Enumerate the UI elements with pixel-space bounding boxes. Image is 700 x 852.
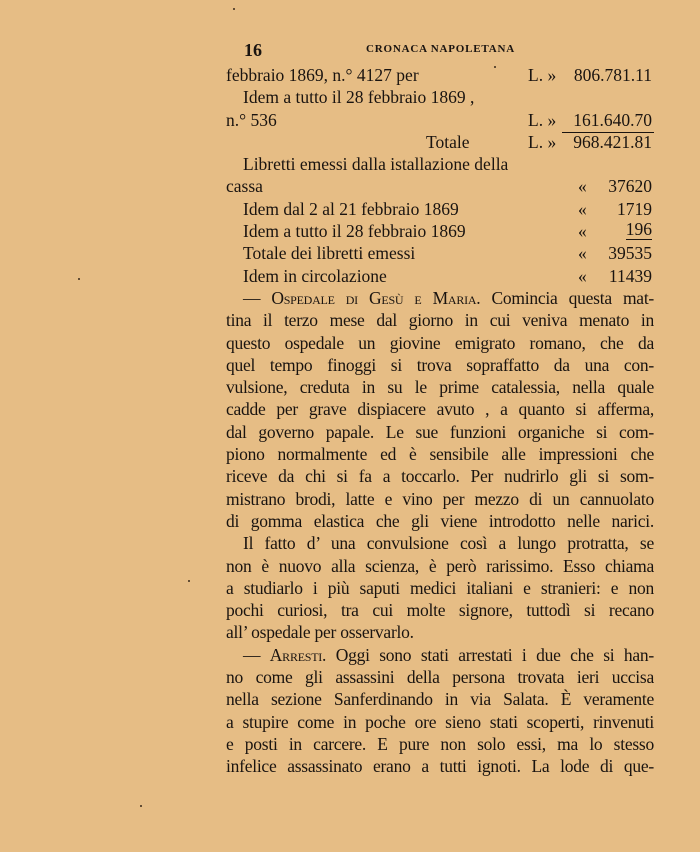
account-label: febbraio 1869, n.° 4127 per: [226, 65, 419, 85]
account-row: [226, 153, 654, 175]
amount-value: 806.781.11: [573, 65, 652, 85]
text-line: non è nuovo alla scienza, è però rarissimo. Esso chiama: [226, 555, 654, 576]
text-line: cadde per grave dispiacere avuto , a quanto si afferma,: [226, 399, 654, 420]
text-line: Il fatto d’ una convulsione così a lungo protratta, se: [243, 533, 654, 554]
count-value: 1719: [617, 198, 652, 219]
page-number: 16: [244, 40, 262, 60]
total-value: 968.421.81: [573, 131, 652, 152]
ditto-mark: «: [578, 176, 587, 197]
currency-mark: L. »: [528, 109, 557, 130]
text-line: riceve da chi si fa a toccarlo. Per nudrirlo gli si som-: [226, 466, 654, 487]
text-line: pochi curiosi, tra cui molte signore, tuttodì si recano: [226, 600, 654, 621]
text-line: no come gli assassini della persona trovata ieri uccisa: [226, 667, 654, 688]
paragraph-first-line: [226, 644, 654, 666]
total-row: [226, 242, 654, 264]
currency-mark: L. »: [528, 131, 557, 152]
paper-speck: [140, 805, 142, 807]
total-row: [226, 131, 654, 153]
text-line: dal governo papale. Le sue funzioni organiche si com-: [226, 421, 654, 442]
page-header: [226, 40, 654, 60]
total-label: Totale: [426, 131, 470, 152]
paper-speck: [233, 8, 235, 10]
account-label: Idem a tutto il 28 febbraio 1869: [243, 221, 466, 242]
text-line: tina il terzo mese dal giorno in cui veniva menato in: [226, 310, 654, 331]
text-line: nella sezione Sanferdinando in via Salata. È veramente: [226, 689, 654, 710]
paper-speck: [78, 278, 80, 280]
em-dash: —: [243, 287, 261, 308]
count-value: 196: [625, 219, 652, 240]
currency-mark: L. »: [528, 65, 557, 85]
paragraph-last-line: all’ ospedale per osservarlo.: [226, 622, 414, 643]
text-line: e posti in carcere. E pure non solo essi, ma lo stesso: [226, 733, 654, 754]
account-row: [226, 220, 654, 242]
account-row: [226, 86, 654, 108]
ditto-mark: «: [578, 198, 587, 219]
account-label: Idem dal 2 al 21 febbraio 1869: [243, 198, 459, 219]
text-line: piono normalmente ed è sensibile alle impressioni che: [226, 444, 654, 465]
count-value: 11439: [608, 265, 652, 286]
text-line: questo ospedale un giovine emigrato romano, che da: [226, 332, 654, 353]
ditto-mark: «: [578, 265, 587, 286]
account-label: Idem a tutto il 28 febbraio 1869 ,: [243, 87, 475, 108]
section-heading: Arresti.: [269, 644, 327, 665]
text-line: vulsione, creduta in su le prime catalessia, nella quale: [226, 377, 654, 398]
account-row: [226, 198, 654, 220]
section-heading: Ospedale di Gesù e Maria.: [271, 287, 481, 308]
account-label: Libretti emessi dalla istallazione della: [243, 154, 509, 175]
account-label: n.° 536: [226, 109, 277, 130]
running-title: CRONACA NAPOLETANA: [366, 43, 515, 55]
text-line: mistrano brodi, latte e vino per mezzo di un cannuolato: [226, 488, 654, 509]
text-line: di gomma elastica che gli viene introdotto nelle narici.: [226, 510, 654, 531]
ditto-mark: «: [578, 221, 587, 242]
em-dash: —: [243, 644, 261, 665]
account-row: [226, 64, 654, 86]
text-line: infelice assassinato erano a tutti ignoti. La lode di que-: [226, 756, 654, 777]
account-label: Idem in circolazione: [243, 265, 387, 286]
amount-value: 161.640.70: [573, 109, 652, 130]
text-line: quel tempo finoggi si trova sopraffatto da una con-: [226, 354, 654, 375]
paper-speck: [188, 580, 190, 582]
text-line: Comincia questa mat-: [491, 287, 654, 308]
account-row: [226, 109, 654, 131]
paragraph-first-line: [226, 287, 654, 309]
account-label: Totale dei libretti emessi: [243, 243, 416, 264]
ditto-mark: «: [578, 243, 587, 264]
account-row: [226, 265, 654, 287]
count-value: 39535: [608, 243, 652, 264]
text-line: a studiarlo i più saputi medici italiani e stranieri: e non: [226, 577, 654, 598]
account-label: cassa: [226, 176, 263, 197]
count-value: 37620: [608, 176, 652, 197]
account-row: [226, 175, 654, 197]
text-line: Oggi sono stati arrestati i due che si han-: [335, 644, 654, 665]
page-body: [226, 64, 654, 778]
text-line: a stupire come in poche ore sieno stati scoperti, rinvenuti: [226, 711, 654, 732]
